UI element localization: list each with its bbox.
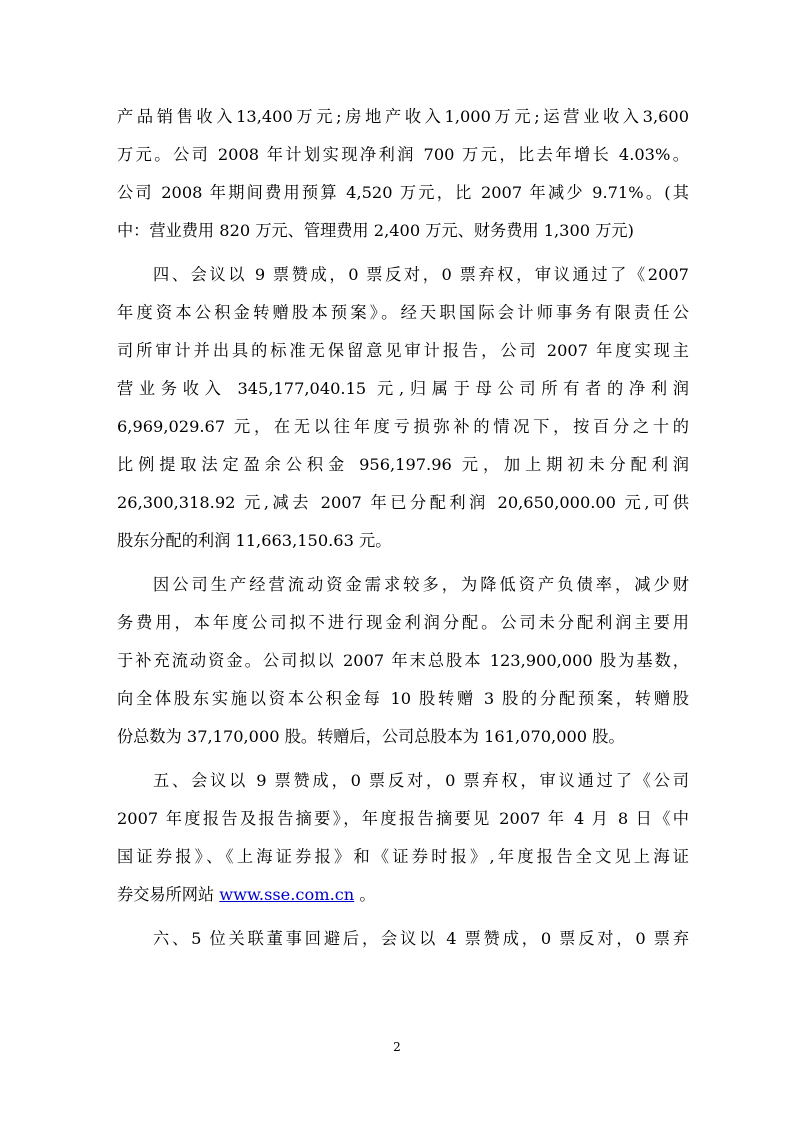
paragraph-distribution xyxy=(117,566,689,756)
text-line: 中：营业费用 820 万元、管理费用 2,400 万元、财务费用 1,300 万元) xyxy=(117,221,634,240)
text-line: 务费用，本年度公司拟不进行现金利润分配。公司未分配利润主要用 xyxy=(117,613,689,632)
text-line: 产品销售收入13,400万元;房地产收入1,000万元;运营业收入3,600 xyxy=(117,107,689,126)
paragraph-item-six xyxy=(117,920,689,958)
text-line: 2007 年度报告及报告摘要》，年度报告摘要见 2007 年 4 月 8 日《中 xyxy=(117,809,689,828)
text-line xyxy=(117,876,689,914)
link-line-suffix: 。 xyxy=(354,885,376,904)
paragraph-item-four xyxy=(117,256,689,560)
text-line: 比例提取法定盈余公积金 956,197.96 元，加上期初未分配利润 xyxy=(117,455,689,474)
page-number: 2 xyxy=(393,1040,401,1054)
link-line-prefix: 券交易所网站 xyxy=(117,885,220,904)
text-line: 四、会议以 9 票赞成，0 票反对，0 票弃权，审议通过了《2007 xyxy=(153,265,689,284)
text-line: 六、5 位关联董事回避后，会议以 4 票赞成，0 票反对，0 票弃 xyxy=(153,929,689,948)
text-line: 年度资本公积金转赠股本预案》。经天职国际会计师事务有限责任公 xyxy=(117,303,689,322)
text-line: 于补充流动资金。公司拟以 2007 年末总股本 123,900,000 股为基数， xyxy=(117,651,689,670)
text-line: 26,300,318.92 元,减去 2007 年已分配利润 20,650,000.00 元,可供 xyxy=(117,493,689,512)
text-line: 万元。公司 2008 年计划实现净利润 700 万元，比去年增长 4.03%。 xyxy=(117,145,689,164)
text-line: 营业务收入 345,177,040.15 元,归属于母公司所有者的净利润 xyxy=(117,379,689,398)
sse-website-link[interactable]: www.sse.com.cn xyxy=(219,885,355,904)
text-line: 向全体股东实施以资本公积金每 10 股转赠 3 股的分配预案，转赠股 xyxy=(117,689,689,708)
document-body xyxy=(117,98,689,958)
text-line: 6,969,029.67 元，在无以往年度亏损弥补的情况下，按百分之十的 xyxy=(117,417,689,436)
text-line: 国证券报》、《上海证券报》和《证券时报》,年度报告全文见上海证 xyxy=(117,847,689,866)
text-line: 公司 2008 年期间费用预算 4,520 万元，比 2007 年减少 9.71%。(其 xyxy=(117,183,689,202)
text-line: 五、会议以 9 票赞成，0 票反对，0 票弃权，审议通过了《公司 xyxy=(153,771,689,790)
text-line: 因公司生产经营流动资金需求较多，为降低资产负债率，减少财 xyxy=(153,575,689,594)
text-line: 份总数为 37,170,000 股。转赠后，公司总股本为 161,070,000 股。 xyxy=(117,727,625,746)
text-line: 股东分配的利润 11,663,150.63 元。 xyxy=(117,531,392,550)
paragraph-item-five xyxy=(117,762,689,914)
text-line: 司所审计并出具的标准无保留意见审计报告，公司 2007 年度实现主 xyxy=(117,341,689,360)
paragraph-budget xyxy=(117,98,689,250)
